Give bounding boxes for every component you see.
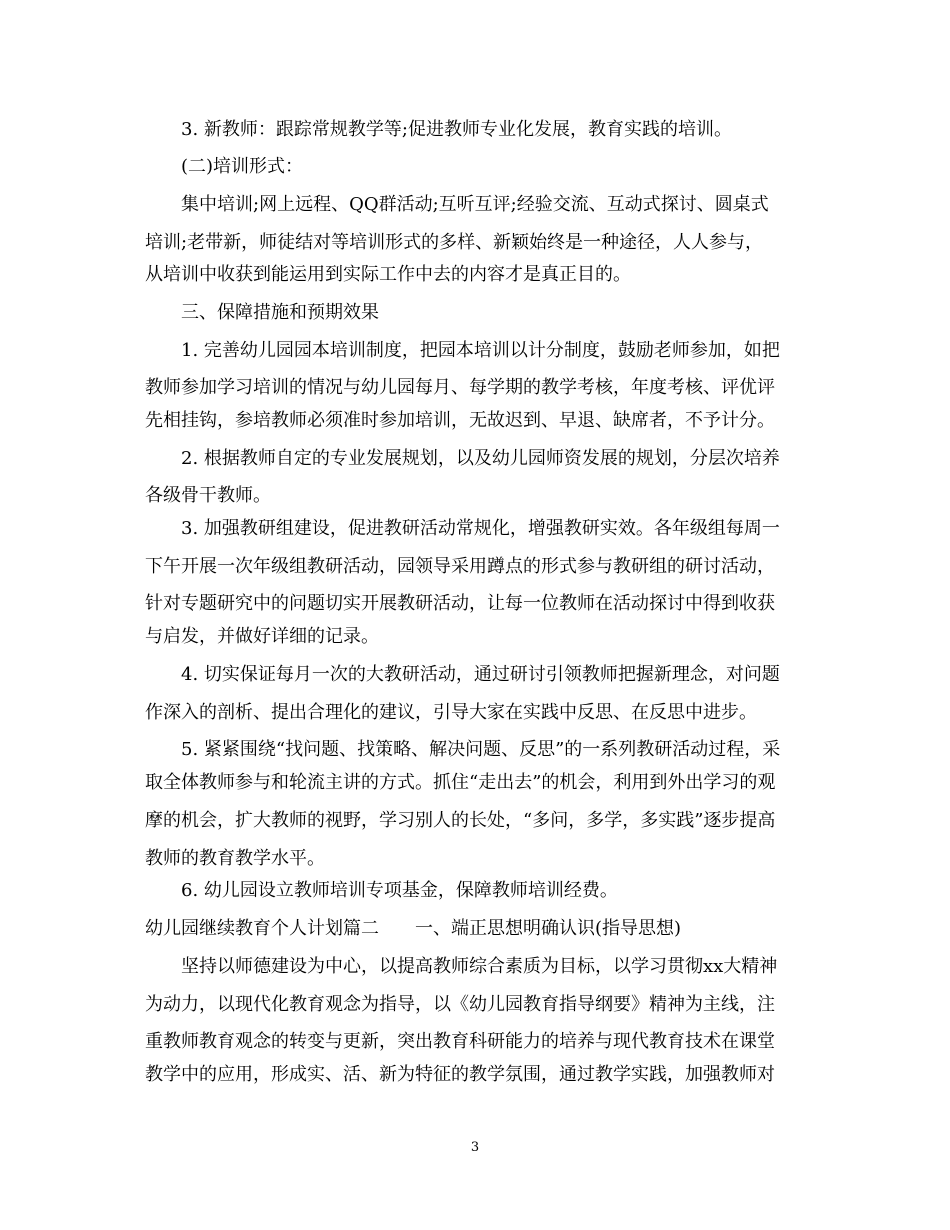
text-line: 取全体教师参与和轮流主讲的方式。抓住“走出去”的机会，利用到外出学习的观 — [145, 772, 776, 793]
text-line: 4. 切实保证每月一次的大教研活动，通过研讨引领教师把握新理念，对问题 — [181, 664, 780, 685]
text-line: 摩的机会，扩大教师的视野，学习别人的长处，“多问，多学，多实践”逐步提高 — [145, 810, 776, 831]
text-line: 6. 幼儿园设立教师培训专项基金，保障教师培训经费。 — [181, 880, 618, 901]
text-line: 培训;老带新，师徒结对等培训形式的多样、新颖始终是一种途径，人人参与， — [145, 232, 764, 253]
text-line: 2. 根据教师自定的专业发展规划，以及幼儿园师资发展的规划，分层次培养 — [181, 448, 780, 469]
text-line: 作深入的剖析、提出合理化的建议，引导大家在实践中反思、在反思中进步。 — [145, 702, 757, 723]
text-line: 与启发，并做好详细的记录。 — [145, 626, 379, 647]
text-line: 教师参加学习培训的情况与幼儿园每月、每学期的教学考核，年度考核、评优评 — [145, 377, 775, 398]
text-line: 重教师教育观念的转变与更新，突出教育科研能力的培养与现代教育技术在课堂 — [145, 1031, 775, 1052]
text-line: 坚持以师德建设为中心，以提高教师综合素质为目标，以学习贯彻xx大精神 — [181, 956, 778, 977]
text-line: (二)培训形式： — [181, 156, 304, 177]
page-number: 3 — [470, 1140, 480, 1155]
text-line: 下午开展一次年级组教研活动，园领导采用蹲点的形式参与教研组的研讨活动， — [145, 556, 775, 577]
section-heading: 三、保障措施和预期效果 — [181, 302, 379, 323]
text-line: 针对专题研究中的问题切实开展教研活动，让每一位教师在活动探讨中得到收获 — [145, 593, 775, 614]
text-line: 教学中的应用，形成实、活、新为特征的教学氛围，通过教学实践，加强教师对 — [145, 1064, 775, 1085]
text-line: 教师的教育教学水平。 — [145, 848, 325, 869]
text-line: 3. 加强教研组建设，促进教研活动常规化，增强教研实效。各年级组每周一 — [181, 518, 780, 539]
text-line: 5. 紧紧围绕“找问题、找策略、解决问题、反思”的一系列教研活动过程，采 — [181, 739, 781, 760]
text-line: 各级骨干教师。 — [145, 485, 271, 506]
text-line: 3. 新教师：跟踪常规教学等;促进教师专业化发展，教育实践的培训。 — [181, 119, 732, 140]
text-line: 从培训中收获到能运用到实际工作中去的内容才是真正目的。 — [145, 264, 631, 285]
text-line: 1. 完善幼儿园园本培训制度，把园本培训以计分制度，鼓励老师参加，如把 — [181, 340, 780, 361]
text-line: 为动力，以现代化教育观念为指导，以《幼儿园教育指导纲要》精神为主线，注 — [145, 994, 775, 1015]
text-line: 先相挂钩，参培教师必须准时参加培训，无故迟到、早退、缺席者，不予计分。 — [145, 410, 775, 431]
text-line: 集中培训;网上远程、QQ群活动;互听互评;经验交流、互动式探讨、圆桌式 — [181, 194, 769, 215]
section-title: 幼儿园继续教育个人计划篇二 一、端正思想明确认识(指导思想) — [145, 918, 682, 939]
